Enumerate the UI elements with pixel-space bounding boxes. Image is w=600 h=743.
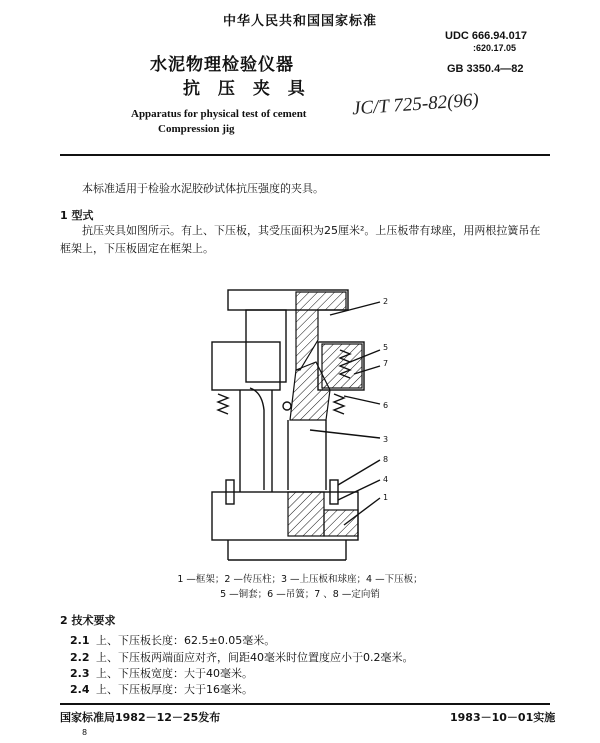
- base-block-section: [324, 510, 358, 536]
- callout-3: 3: [383, 435, 389, 444]
- effective-date: 1983－10－01实施: [450, 711, 556, 724]
- section-1-text-1: 抗压夹具如图所示。有上、下压板，其受压面积为25厘米²。上压板带有球座，用两根拉簧吊在: [82, 224, 541, 237]
- title-line-1: 水泥物理检验仪器: [150, 55, 294, 75]
- spec-item: [70, 681, 253, 697]
- footer-rule: [60, 703, 550, 705]
- figure-caption-1: 1 —框架；2 —传压柱；3 —上压板和球座；4 —下压板；: [177, 574, 423, 585]
- spec-item-number: 2.2: [70, 651, 90, 664]
- section-1-heading: 1 型式: [60, 209, 94, 222]
- handwritten-note: JC/T 725-82(96): [351, 89, 480, 120]
- callout-5: 5: [383, 343, 389, 352]
- udc-code-2: :620.17.05: [473, 43, 517, 53]
- section-1-text-2: 框架上，下压板固定在框架上。: [60, 242, 214, 255]
- udc-code: UDC 666.94.017: [445, 30, 527, 42]
- spec-item-text: 上、下压板宽度：大于40毫米。: [96, 667, 253, 680]
- spec-item-text: 上、下压板两端面应对齐，间距40毫米时位置度应小于0.2毫米。: [96, 651, 414, 664]
- spec-item: [70, 632, 275, 648]
- english-title-2: Compression jig: [158, 123, 235, 135]
- compression-jig-drawing: [0, 270, 600, 570]
- gb-number: GB 3350.4—82: [447, 63, 524, 75]
- lower-platen-section: [288, 492, 324, 536]
- section-2-heading: 2 技术要求: [60, 614, 116, 627]
- spring-left: [218, 394, 228, 414]
- copper-sleeve-section: [322, 344, 362, 388]
- callout-2: 2: [383, 297, 389, 306]
- spec-item-text: 上、下压板厚度：大于16毫米。: [96, 683, 253, 696]
- page-mark: 8: [82, 728, 88, 737]
- ball-seat: [283, 402, 291, 410]
- title-line-2: 抗 压 夹 具: [183, 79, 311, 99]
- spec-item: [70, 649, 414, 665]
- header-rule: [60, 154, 550, 156]
- spec-item: [70, 665, 253, 681]
- spring-right: [334, 394, 344, 414]
- callout-8: 8: [383, 455, 389, 464]
- english-title-1: Apparatus for physical test of cement: [131, 108, 307, 120]
- callout-7: 7: [383, 359, 389, 368]
- callout-4: 4: [383, 475, 389, 484]
- figure-caption-2: 5 —铜套；6 —吊簧；7 、8 —定向销: [220, 589, 380, 600]
- issuer-heading: 中华人民共和国国家标准: [222, 14, 377, 29]
- intro-text: 本标准适用于检验水泥胶砂试体抗压强度的夹具。: [82, 182, 324, 195]
- spec-item-text: 上、下压板长度：62.5±0.05毫米。: [96, 634, 276, 647]
- issued-date: 国家标准局1982－12－25发布: [60, 711, 221, 724]
- spec-item-number: 2.1: [70, 634, 90, 647]
- callout-1: 1: [383, 493, 389, 502]
- spec-item-number: 2.3: [70, 667, 90, 680]
- spec-item-number: 2.4: [70, 683, 90, 696]
- callout-6: 6: [383, 401, 389, 410]
